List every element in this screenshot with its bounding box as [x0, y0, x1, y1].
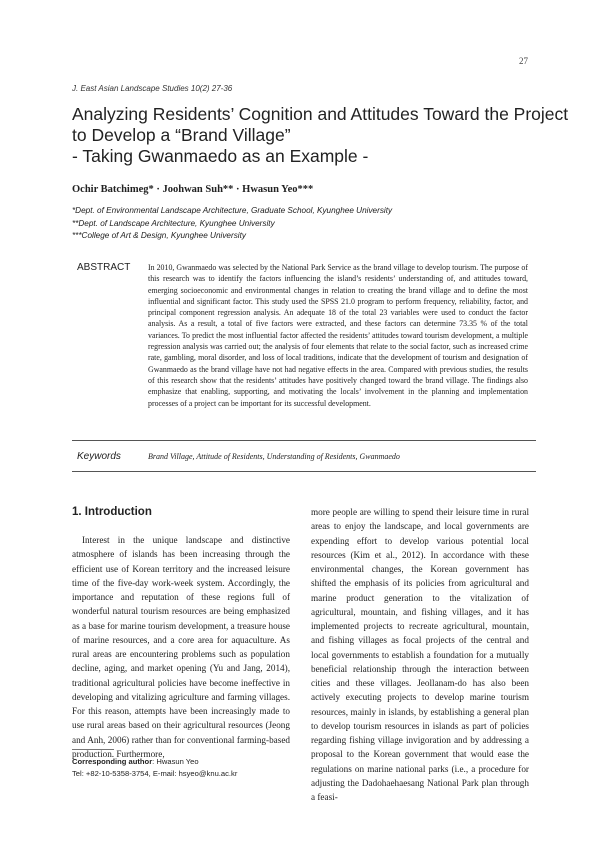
- journal-citation: J. East Asian Landscape Studies 10(2) 27-36: [72, 84, 233, 93]
- affiliation-2: **Dept. of Landscape Architecture, Kyunghee University: [72, 218, 275, 228]
- keywords-text: Brand Village, Attitude of Residents, Understanding of Residents, Gwanmaedo: [148, 452, 400, 461]
- corresponding-author-name: : Hwasun Yeo: [152, 757, 199, 766]
- keywords-label: Keywords: [77, 451, 121, 462]
- body-column-left: [72, 533, 290, 761]
- section-heading-introduction: 1. Introduction: [72, 506, 152, 518]
- contact-info: Tel: +82-10-5358-3754, E-mail: hsyeo@knu.ac.kr: [72, 769, 238, 778]
- title-line-1: Analyzing Residents’ Cognition and Attitudes Toward the Project: [72, 104, 569, 124]
- author-list: Ochir Batchimeg* · Joohwan Suh** · Hwasun Yeo***: [72, 184, 314, 195]
- footnote: [72, 756, 237, 780]
- affiliation-1: *Dept. of Environmental Landscape Architecture, Graduate School, Kyunghee University: [72, 206, 393, 215]
- abstract-label: ABSTRACT: [77, 262, 131, 273]
- abstract-text: In 2010, Gwanmaedo was selected by the National Park Service as the brand village to develop tourism. The purpose of this research was to identify the factors influencing the island’s residents’ understanding of, and attitudes toward, emerging socioeconomic and environmental changes in relation to creating the brand village and to define the most influential and significant factor. This study used the SPSS 21.0 program to perform frequency, reliability, factor, and principal component regression analysis. An adequate 18 of the total 23 variables were used to conduct the factor analysis. As a result, a total of five factors were extracted, and these factors can determine 73.35 % of the total variances. To predict the most influential factor affected the residents’ attitudes toward tourism development, a multiple regression analysis was carried out; the analysis of four elements that relate to the social factor, such as increased crime rate, gambling, moral disorder, and loss of local traditions, indicate that the development of tourism and designation of Gwanmaedo as the brand village have not had negative effects in the area. Compared with previous studies, the results of this research show that the residents’ attitudes have positively changed toward the brand village. The findings also emphasize that enabling, supporting, and motivating the locals’ involvement in the planning and implementation processes of a project can be important for its successful development.: [148, 263, 528, 408]
- title-line-2: to Develop a “Brand Village”: [72, 125, 291, 145]
- paragraph: Interest in the unique landscape and distinctive atmosphere of islands has been increasing through the efficient use of Korean territory and the increased leisure time of the five-day work-week system. Accordingly, the importance and reputation of these regions full of wonderful natural tourism resources are being emphasized as a base for marine tourism development, a treasure house of marine resources, and a core area for aquaculture. As rural areas are encountering problems such as population decline, aging, and market opening (Yu and Jang, 2014), traditional agricultural policies have become ineffective in developing and vitalizing agriculture and farming villages. For this reason, attempts have been increasingly made to use rural areas based on their agricultural resources (Jeong and Anh, 2006) rather than for conventional farming-based production. Furthermore,: [72, 535, 290, 759]
- title-subtitle: - Taking Gwanmaedo as an Example -: [72, 146, 369, 166]
- footnote-rule: [72, 749, 114, 750]
- paper-title: [72, 104, 569, 167]
- affiliations: [72, 205, 392, 243]
- page-number: 27: [519, 56, 528, 66]
- body-column-right: [311, 505, 529, 804]
- corresponding-author: [72, 756, 237, 768]
- affiliation-3: ***College of Art & Design, Kyunghee University: [72, 231, 246, 241]
- paragraph: more people are willing to spend their leisure time in rural areas to enjoy the landscape, and local governments are expending effort to develop various potential local resources (Kim et al., 2012). In accordance with these environmental changes, the Korean government has shifted the emphasis of its policies from agricultural and marine product generation to the vitalization of agricultural, mountain, and fishing villages, and it has implemented projects to recreate agricultural, mountain, and fishing villages as focal projects of the central and local governments to establish a foundation for a mutually beneficial relationship through the interaction between cities and these villages. Jeollanam-do has also been actively executing projects to develop marine tourism resources, mainly in islands, by establishing a general plan to develop tourism resources in islands as part of policies regarding fishing village invigoration and by addressing a proposal to the Korean government that would ease the regulations on marine national parks (i.e., a procedure for adjusting the Dadohaehaesang National Park plan through a feasi-: [311, 507, 529, 802]
- corresponding-author-label: Corresponding author: [72, 757, 153, 766]
